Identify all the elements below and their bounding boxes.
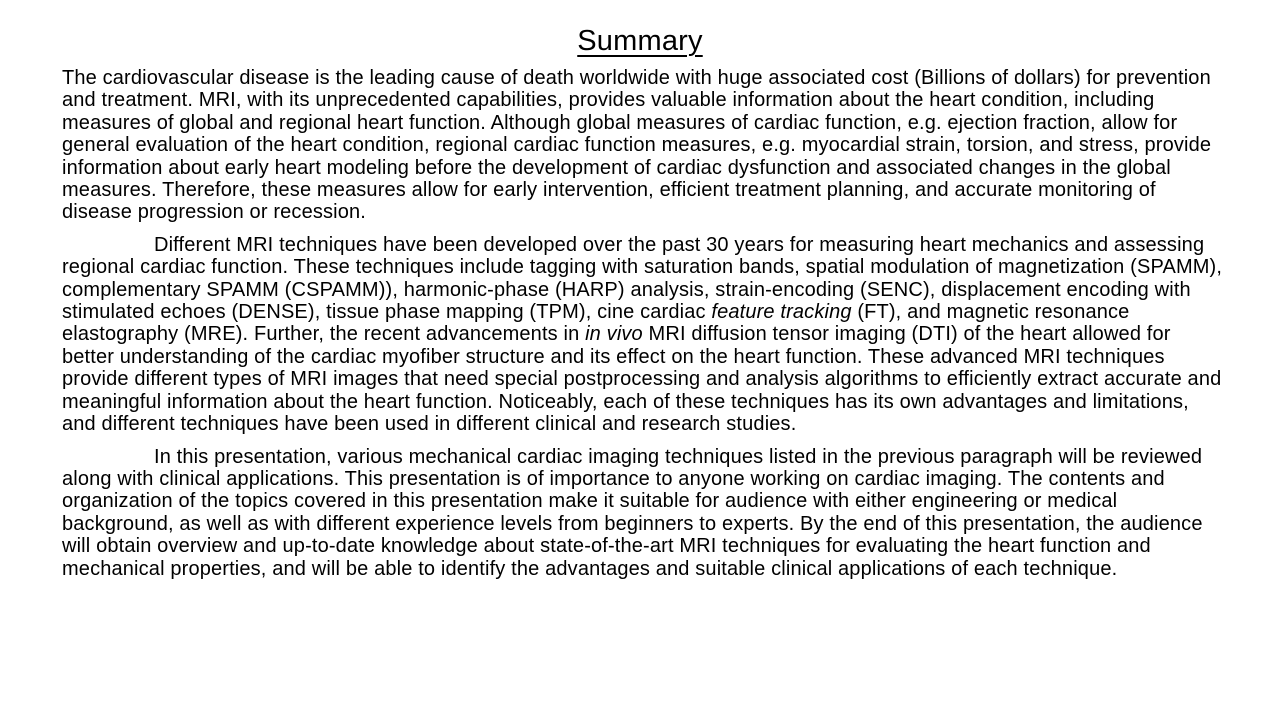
text-run: In this presentation, various mechanical cardiac imaging techniques listed in the previous paragraph will be reviewed along with clinical applications. This presentation is of importance to anyone working on cardiac imaging. The contents and organization of the topics covered in this presentation make it suitable for audience with either engineering or medical background, as well as with different experience levels from beginners to experts. By the end of this presentation, the audience will obtain overview and up-to-date knowledge about state-of-the-art MRI techniques for evaluating the heart function and mechanical properties, and will be able to identify the advantages and suitable clinical applications of each technique. <box>62 445 1203 580</box>
slide-title-text: Summary <box>577 25 703 57</box>
paragraph <box>62 234 1228 436</box>
text-run: MRI diffusion tensor imaging (DTI) of the heart allowed for better understanding of the cardiac myofiber structure and its effect on the heart function. These advanced MRI techniques provide different types of MRI images that need special postprocessing and analysis algorithms to efficiently extract accurate and meaningful information about the heart function. Noticeably, each of these techniques has its own advantages and limitations, and different techniques have been used in different clinical and research studies. <box>62 323 1222 436</box>
paragraph <box>62 446 1228 580</box>
text-run: The cardiovascular disease is the leading cause of death worldwide with huge associated cost (Billions of dollars) for prevention and treatment. MRI, with its unprecedented capabilities, provides valuable information about the heart condition, including measures of global and regional heart function. Although global measures of cardiac function, e.g. ejection fraction, allow for general evaluation of the heart condition, regional cardiac function measures, e.g. myocardial strain, torsion, and stress, provide information about early heart modeling before the development of cardiac dysfunction and associated changes in the global measures. Therefore, these measures allow for early intervention, efficient treatment planning, and accurate monitoring of disease progression or recession. <box>62 67 1212 224</box>
slide-title <box>0 21 1280 61</box>
italic-text-run: feature tracking <box>711 301 852 324</box>
italic-text-run: in vivo <box>585 323 643 346</box>
text-run: Different MRI techniques have been developed over the past 30 years for measuring heart mechanics and assessing regional cardiac function. These techniques include tagging with saturation bands, spatial modulation of magnetization (SPAMM), complementary SPAMM (CSPAMM)), harmonic-phase (HARP) analysis, strain-encoding (SENC), displacement encoding with stimulated echoes (DENSE), tissue phase mapping (TPM), cine cardiac <box>62 233 1223 324</box>
paragraph <box>62 67 1228 224</box>
presentation-slide <box>0 21 1280 720</box>
text-run: (FT), and magnetic resonance elastography (MRE). Further, the recent advancements in <box>62 301 1130 346</box>
slide-body <box>62 67 1228 580</box>
